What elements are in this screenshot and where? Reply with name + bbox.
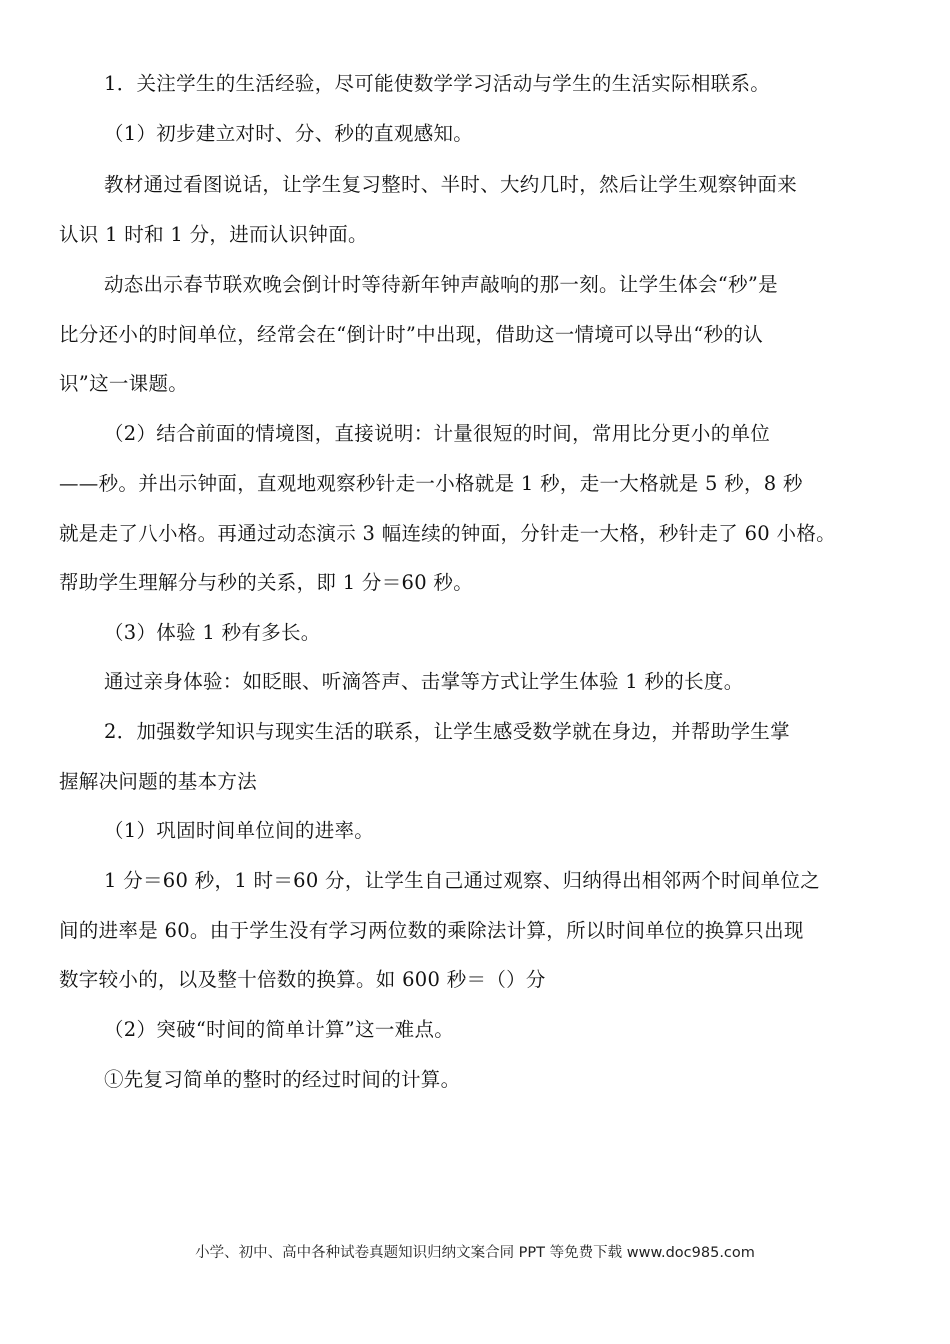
page-footer: 小学、初中、高中各种试卷真题知识归纳文案合同 PPT 等免费下载 www.doc985.com xyxy=(195,1245,755,1261)
paragraph-line: （3）体验 1 秒有多长。 xyxy=(104,621,321,644)
paragraph-line: 教材通过看图说话，让学生复习整时、半时、大约几时，然后让学生观察钟面来 xyxy=(104,173,798,196)
paragraph-line: 比分还小的时间单位，经常会在“倒计时”中出现，借助这一情境可以导出“秒的认 xyxy=(59,323,764,346)
paragraph-line: 认识 1 时和 1 分，进而认识钟面。 xyxy=(59,223,368,246)
paragraph-line: 识”这一课题。 xyxy=(59,372,189,395)
paragraph-line: 间的进率是 60。由于学生没有学习两位数的乘除法计算，所以时间单位的换算只出现 xyxy=(59,919,804,942)
paragraph-line: 帮助学生理解分与秒的关系，即 1 分＝60 秒。 xyxy=(59,571,474,594)
paragraph-line: 通过亲身体验：如眨眼、听滴答声、击掌等方式让学生体验 1 秒的长度。 xyxy=(104,670,744,693)
paragraph-line: 2．加强数学知识与现实生活的联系，让学生感受数学就在身边，并帮助学生掌 xyxy=(104,720,790,743)
paragraph-line: （2）结合前面的情境图，直接说明：计量很短的时间，常用比分更小的单位 xyxy=(104,422,771,445)
paragraph-line: 动态出示春节联欢晚会倒计时等待新年钟声敲响的那一刻。让学生体会“秒”是 xyxy=(104,273,778,296)
paragraph-line: （1）巩固时间单位间的进率。 xyxy=(104,819,375,842)
paragraph-line: 数字较小的，以及整十倍数的换算。如 600 秒＝（）分 xyxy=(59,968,546,991)
paragraph-line: ——秒。并出示钟面，直观地观察秒针走一小格就是 1 秒，走一大格就是 5 秒，8 秒 xyxy=(59,472,803,495)
paragraph-line: ①先复习简单的整时的经过时间的计算。 xyxy=(104,1068,461,1091)
paragraph-line: （2）突破“时间的简单计算”这一难点。 xyxy=(104,1018,455,1041)
paragraph-line: 1．关注学生的生活经验，尽可能使数学学习活动与学生的生活实际相联系。 xyxy=(104,72,771,95)
paragraph-line: （1）初步建立对时、分、秒的直观感知。 xyxy=(104,122,474,145)
paragraph-line: 1 分＝60 秒，1 时＝60 分，让学生自己通过观察、归纳得出相邻两个时间单位之 xyxy=(104,869,821,892)
paragraph-line: 就是走了八小格。再通过动态演示 3 幅连续的钟面，分针走一大格，秒针走了 60 小格。 xyxy=(59,522,836,545)
paragraph-line: 握解决问题的基本方法 xyxy=(59,770,258,793)
